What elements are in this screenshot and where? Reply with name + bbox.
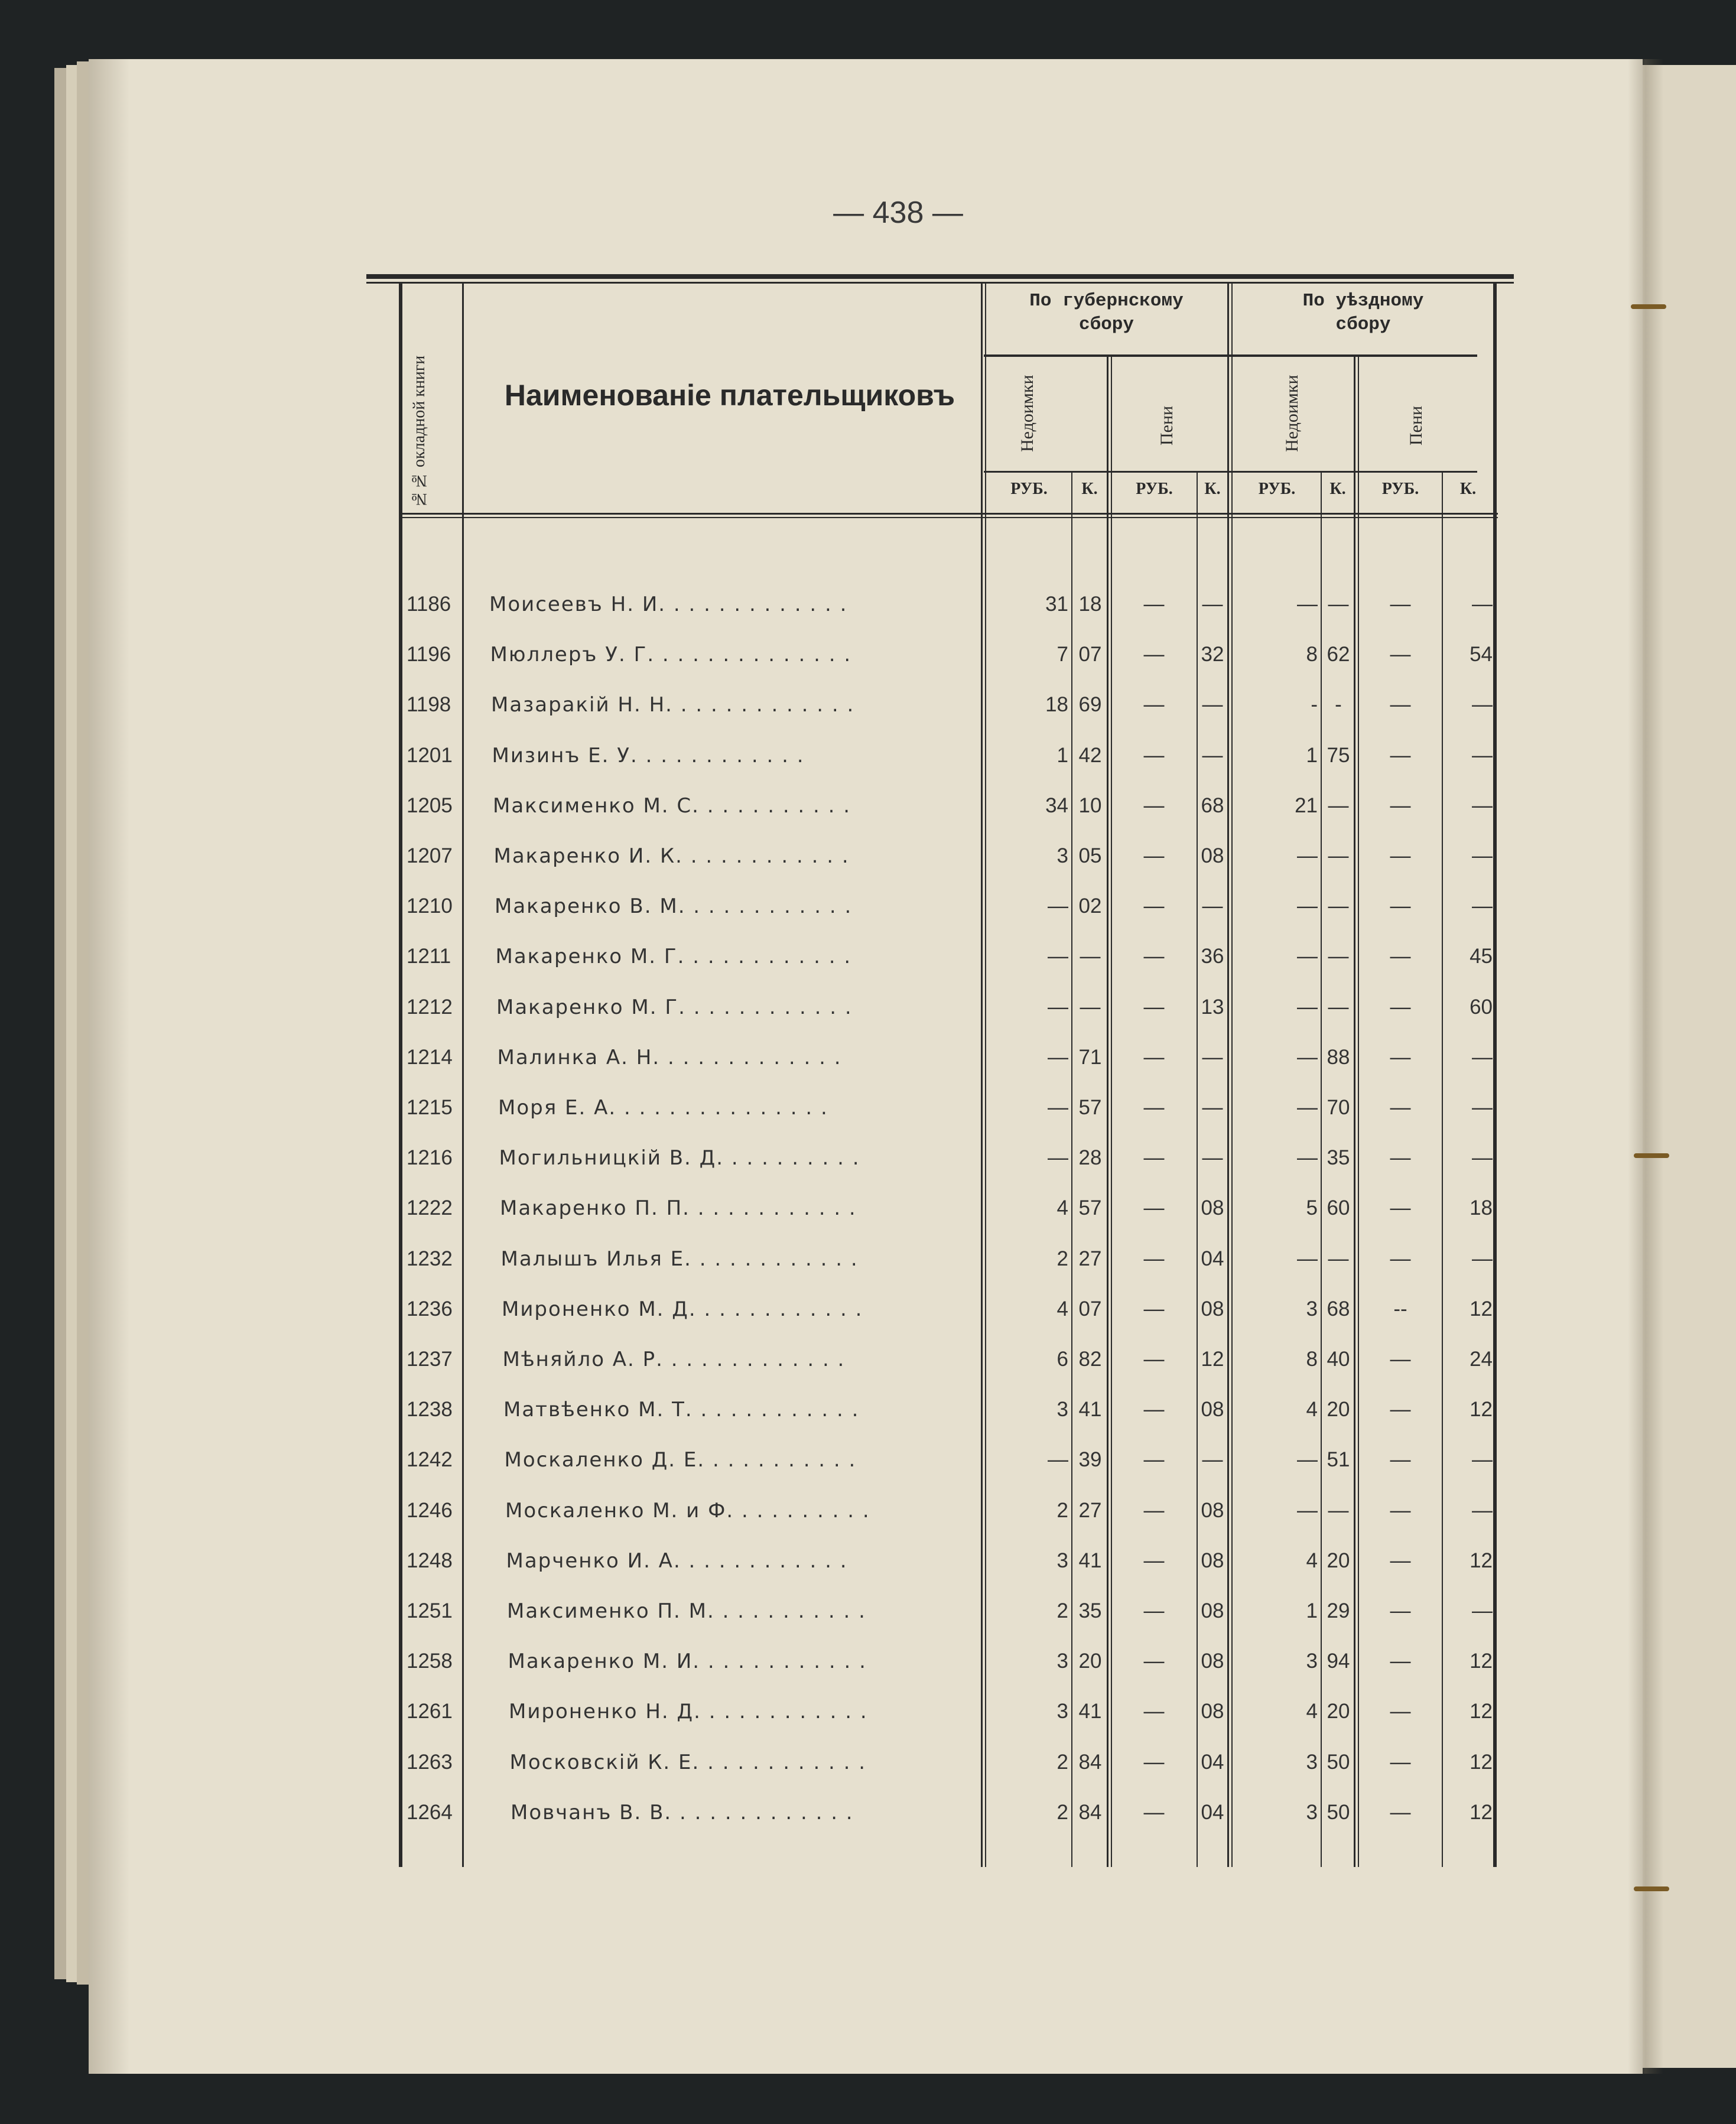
book-number-cell: 1238: [407, 1398, 453, 1422]
payer-name-cell: Макаренко В. М. . . . . . . . . . . .: [495, 895, 853, 919]
amount-cell: 2: [1056, 1247, 1068, 1270]
book-number-cell: 1196: [407, 643, 451, 666]
amount-cell: 1: [1056, 743, 1068, 767]
amount-cell: 3: [1056, 1549, 1068, 1572]
amount-cell: —: [1143, 1297, 1165, 1320]
amount-cell: —: [1143, 1599, 1165, 1622]
amount-cell: 60: [1470, 995, 1493, 1019]
amount-cell: -: [1311, 693, 1318, 717]
amount-cell: 3: [1306, 1650, 1318, 1673]
amount-cell: —: [1472, 844, 1493, 867]
amount-cell: 94: [1327, 1650, 1350, 1673]
amount-cell: 75: [1327, 743, 1350, 767]
amount-cell: 04: [1201, 1750, 1224, 1774]
amount-cell: —: [1143, 793, 1165, 817]
payer-name-cell: Мизинъ Е. У. . . . . . . . . . . .: [492, 743, 805, 767]
amount-cell: 04: [1201, 1247, 1224, 1270]
payer-name-cell: Марченко И. А. . . . . . . . . . . .: [506, 1549, 848, 1573]
amount-cell: —: [1328, 995, 1349, 1019]
amount-cell: —: [1390, 1750, 1411, 1774]
book-number-cell: 1216: [407, 1146, 453, 1170]
amount-cell: —: [1297, 945, 1318, 968]
amount-cell: —: [1202, 1146, 1223, 1170]
amount-cell: —: [1390, 1700, 1411, 1723]
amount-cell: —: [1390, 1096, 1411, 1119]
amount-cell: 20: [1327, 1700, 1350, 1723]
amount-cell: 08: [1201, 1398, 1224, 1422]
amount-cell: 08: [1201, 844, 1224, 867]
book-number-cell: 1198: [407, 693, 451, 717]
amount-cell: —: [1390, 1549, 1411, 1572]
amount-cell: —: [1390, 844, 1411, 867]
amount-cell: —: [1390, 1247, 1411, 1270]
amount-cell: —: [1472, 693, 1493, 717]
payer-name-cell: Моря Е. А. . . . . . . . . . . . . . .: [498, 1096, 828, 1120]
amount-cell: —: [1390, 895, 1411, 918]
amount-cell: —: [1143, 1096, 1165, 1119]
column-rule-group: [1227, 284, 1229, 1867]
payer-name-cell: Могильницкій В. Д. . . . . . . . . .: [499, 1146, 860, 1170]
amount-cell: 05: [1078, 844, 1102, 867]
book-number-header: №№ окладной книги: [410, 355, 428, 508]
column-rule-rub-kop: [1071, 473, 1072, 1867]
amount-cell: 84: [1078, 1800, 1102, 1824]
payer-name-cell: Малышъ Илья Е. . . . . . . . . . . .: [500, 1247, 859, 1271]
amount-cell: 41: [1078, 1549, 1102, 1572]
amount-cell: —: [1297, 1146, 1318, 1170]
amount-cell: 08: [1201, 1599, 1224, 1622]
payer-name-cell: Максименко П. М. . . . . . . . . . .: [507, 1599, 866, 1623]
amount-cell: 29: [1327, 1599, 1350, 1622]
amount-cell: 45: [1470, 945, 1493, 968]
amount-cell: 12: [1470, 1800, 1493, 1824]
amount-cell: —: [1390, 1498, 1411, 1522]
amount-cell: 12: [1470, 1700, 1493, 1723]
amount-cell: —: [1143, 643, 1165, 666]
amount-cell: 10: [1078, 793, 1102, 817]
payer-name-cell: Мироненко Н. Д. . . . . . . . . . . .: [509, 1700, 868, 1724]
amount-cell: 08: [1201, 1700, 1224, 1723]
amount-cell: 12: [1470, 1650, 1493, 1673]
amount-cell: 31: [1045, 593, 1068, 616]
payers-name-header: Наименованіе плательщиковъ: [504, 379, 955, 412]
amount-cell: 71: [1078, 1045, 1102, 1069]
page-shadow: [89, 59, 130, 2074]
payer-name-cell: Малинка А. Н. . . . . . . . . . . . .: [497, 1045, 842, 1069]
amount-cell: 40: [1327, 1348, 1350, 1371]
amount-cell: —: [1048, 1045, 1068, 1069]
amount-cell: 68: [1201, 793, 1224, 817]
amount-cell: —: [1328, 895, 1349, 918]
amount-cell: —: [1202, 1448, 1223, 1472]
amount-cell: —: [1143, 945, 1165, 968]
amount-cell: 50: [1327, 1800, 1350, 1824]
amount-cell: 27: [1078, 1247, 1102, 1270]
amount-cell: —: [1297, 593, 1318, 616]
amount-cell: 1: [1306, 743, 1318, 767]
payer-name-cell: Максименко М. С. . . . . . . . . . .: [493, 793, 851, 818]
amount-cell: 3: [1056, 844, 1068, 867]
amount-cell: 39: [1078, 1448, 1102, 1472]
column-rule-rub-kop: [1197, 473, 1198, 1867]
amount-cell: 12: [1470, 1398, 1493, 1422]
amount-cell: —: [1472, 743, 1493, 767]
column-rule-nedoimki-peni: [1354, 354, 1355, 1867]
column-rule-left: [399, 284, 402, 1867]
amount-cell: —: [1143, 1549, 1165, 1572]
amount-cell: 08: [1201, 1498, 1224, 1522]
amount-cell: —: [1472, 1247, 1493, 1270]
amount-cell: —: [1080, 945, 1101, 968]
amount-cell: 4: [1306, 1398, 1318, 1422]
amount-cell: —: [1328, 844, 1349, 867]
amount-cell: —: [1390, 945, 1411, 968]
amount-cell: —: [1390, 743, 1411, 767]
binding-thread-icon: [1634, 1153, 1669, 1158]
amount-cell: 4: [1306, 1700, 1318, 1723]
amount-cell: —: [1390, 1348, 1411, 1371]
group-header-rule: [984, 354, 1477, 357]
amount-cell: 34: [1045, 793, 1068, 817]
amount-cell: 24: [1470, 1348, 1493, 1371]
rub-unit: РУБ.: [1010, 480, 1048, 498]
amount-cell: --: [1393, 1297, 1407, 1320]
amount-cell: —: [1390, 643, 1411, 666]
payer-name-cell: Матвѣенко М. Т. . . . . . . . . . . .: [503, 1398, 860, 1422]
payer-name-cell: Макаренко И. К. . . . . . . . . . . .: [493, 844, 850, 868]
amount-cell: —: [1472, 895, 1493, 918]
table-top-rule: [366, 274, 1514, 279]
amount-cell: —: [1202, 1096, 1223, 1119]
payer-name-cell: Макаренко М. Г. . . . . . . . . . . .: [495, 945, 852, 969]
book-number-cell: 1215: [407, 1096, 453, 1119]
book-number-cell: 1232: [407, 1247, 453, 1270]
amount-cell: —: [1390, 1146, 1411, 1170]
amount-cell: —: [1297, 995, 1318, 1019]
amount-cell: 08: [1201, 1650, 1224, 1673]
amount-cell: 20: [1327, 1398, 1350, 1422]
amount-cell: —: [1143, 1800, 1165, 1824]
amount-cell: —: [1143, 1448, 1165, 1472]
amount-cell: —: [1472, 1599, 1493, 1622]
amount-cell: —: [1297, 1498, 1318, 1522]
amount-cell: —: [1328, 1498, 1349, 1522]
rub-unit: РУБ.: [1136, 480, 1173, 498]
amount-cell: —: [1143, 1348, 1165, 1371]
amount-cell: 68: [1327, 1297, 1350, 1320]
amount-cell: 8: [1306, 1348, 1318, 1371]
amount-cell: —: [1048, 1096, 1068, 1119]
amount-cell: 4: [1056, 1297, 1068, 1320]
amount-cell: 8: [1306, 643, 1318, 666]
book-number-cell: 1263: [407, 1750, 453, 1774]
subheader-rule: [984, 471, 1477, 473]
kop-unit: К.: [1459, 480, 1477, 498]
payer-name-cell: Моисеевъ Н. И. . . . . . . . . . . . .: [489, 593, 848, 616]
amount-cell: —: [1143, 895, 1165, 918]
amount-cell: 3: [1306, 1750, 1318, 1774]
book-number-cell: 1222: [407, 1196, 453, 1220]
gutter-shadow: [1628, 59, 1663, 2074]
amount-cell: —: [1390, 1196, 1411, 1220]
amount-cell: 2: [1056, 1498, 1068, 1522]
amount-cell: —: [1202, 743, 1223, 767]
amount-cell: —: [1328, 1247, 1349, 1270]
amount-cell: 07: [1078, 1297, 1102, 1320]
amount-cell: —: [1202, 895, 1223, 918]
amount-cell: —: [1143, 593, 1165, 616]
payer-name-cell: Москаленко М. и Ф. . . . . . . . . .: [505, 1498, 870, 1523]
payer-name-cell: Мюллеръ У. Г. . . . . . . . . . . . . .: [490, 643, 852, 667]
binding-thread-icon: [1634, 1886, 1669, 1891]
amount-cell: —: [1390, 1448, 1411, 1472]
payer-name-cell: Макаренко М. И. . . . . . . . . . . .: [508, 1650, 867, 1674]
peni-header: Пени: [1157, 405, 1176, 445]
amount-cell: —: [1202, 593, 1223, 616]
amount-cell: —: [1390, 1398, 1411, 1422]
book-number-cell: 1251: [407, 1599, 453, 1622]
amount-cell: —: [1472, 1045, 1493, 1069]
amount-cell: 20: [1078, 1650, 1102, 1673]
amount-cell: 2: [1056, 1800, 1068, 1824]
amount-cell: —: [1328, 593, 1349, 616]
amount-cell: —: [1472, 1096, 1493, 1119]
peni-header: Пени: [1406, 405, 1426, 445]
amount-cell: 42: [1078, 743, 1102, 767]
amount-cell: 36: [1201, 945, 1224, 968]
payer-name-cell: Макаренко М. Г. . . . . . . . . . . .: [496, 995, 853, 1019]
amount-cell: —: [1143, 1498, 1165, 1522]
book-number-cell: 1261: [407, 1700, 453, 1723]
amount-cell: 3: [1056, 1650, 1068, 1673]
amount-cell: 1: [1306, 1599, 1318, 1622]
amount-cell: —: [1472, 1498, 1493, 1522]
amount-cell: 18: [1078, 593, 1102, 616]
amount-cell: —: [1048, 1448, 1068, 1472]
amount-cell: 28: [1078, 1146, 1102, 1170]
column-rule-right: [1493, 284, 1497, 1867]
column-rule-group-thin: [1231, 284, 1233, 1867]
amount-cell: —: [1143, 693, 1165, 717]
amount-cell: —: [1297, 1247, 1318, 1270]
amount-cell: 32: [1201, 643, 1224, 666]
column-rule-rub-kop: [1321, 473, 1322, 1867]
amount-cell: 12: [1470, 1549, 1493, 1572]
amount-cell: 41: [1078, 1700, 1102, 1723]
amount-cell: 70: [1327, 1096, 1350, 1119]
amount-cell: —: [1143, 1045, 1165, 1069]
amount-cell: 12: [1470, 1297, 1493, 1320]
amount-cell: —: [1390, 1599, 1411, 1622]
amount-cell: —: [1143, 743, 1165, 767]
amount-cell: 3: [1056, 1700, 1068, 1723]
amount-cell: —: [1328, 793, 1349, 817]
amount-cell: 88: [1327, 1045, 1350, 1069]
payer-name-cell: Макаренко П. П. . . . . . . . . . . .: [500, 1196, 857, 1221]
payer-name-cell: Москаленко Д. Е. . . . . . . . . . .: [504, 1448, 857, 1472]
amount-cell: 4: [1056, 1196, 1068, 1220]
payer-name-cell: Мироненко М. Д. . . . . . . . . . . .: [502, 1297, 863, 1321]
amount-cell: —: [1390, 793, 1411, 817]
amount-cell: —: [1297, 895, 1318, 918]
amount-cell: —: [1390, 1800, 1411, 1824]
amount-cell: 07: [1078, 643, 1102, 666]
page-number: — 438 —: [833, 196, 963, 230]
book-number-cell: 1248: [407, 1549, 453, 1572]
amount-cell: 08: [1201, 1549, 1224, 1572]
column-rule-book: [462, 284, 464, 1867]
amount-cell: —: [1080, 995, 1101, 1019]
amount-cell: 50: [1327, 1750, 1350, 1774]
amount-cell: 08: [1201, 1196, 1224, 1220]
amount-cell: 18: [1045, 693, 1068, 717]
uezd-fee-header: По уѣздному сбору: [1302, 291, 1424, 335]
book-number-cell: 1201: [407, 743, 453, 767]
rub-unit: РУБ.: [1381, 480, 1419, 498]
book-number-cell: 1258: [407, 1650, 453, 1673]
amount-cell: —: [1472, 1448, 1493, 1472]
payer-name-cell: Мовчанъ В. В. . . . . . . . . . . . .: [511, 1800, 854, 1824]
amount-cell: 12: [1470, 1750, 1493, 1774]
book-number-cell: 1242: [407, 1448, 453, 1472]
amount-cell: —: [1143, 1700, 1165, 1723]
amount-cell: 12: [1201, 1348, 1224, 1371]
amount-cell: —: [1328, 945, 1349, 968]
binding-thread-icon: [1631, 304, 1666, 309]
amount-cell: —: [1202, 693, 1223, 717]
amount-cell: —: [1048, 995, 1068, 1019]
book-number-cell: 1246: [407, 1498, 453, 1522]
amount-cell: 35: [1078, 1599, 1102, 1622]
header-bottom-rule-thin: [399, 517, 1498, 518]
amount-cell: 60: [1327, 1196, 1350, 1220]
amount-cell: 08: [1201, 1297, 1224, 1320]
column-rule-nedoimki-peni-thin: [1358, 354, 1359, 1867]
book-number-cell: 1237: [407, 1348, 453, 1371]
amount-cell: 69: [1078, 693, 1102, 717]
amount-cell: —: [1390, 693, 1411, 717]
payer-name-cell: Московскій К. Е. . . . . . . . . . . .: [509, 1750, 867, 1774]
payer-name-cell: Мѣняйло А. Р. . . . . . . . . . . . .: [502, 1348, 846, 1371]
rub-unit: РУБ.: [1258, 480, 1296, 498]
amount-cell: —: [1143, 1750, 1165, 1774]
amount-cell: —: [1143, 1196, 1165, 1220]
amount-cell: 5: [1306, 1196, 1318, 1220]
book-number-cell: 1264: [407, 1800, 453, 1824]
payer-name-cell: Мазаракій Н. Н. . . . . . . . . . . . .: [491, 693, 855, 717]
book-number-cell: 1211: [407, 945, 451, 968]
amount-cell: —: [1143, 995, 1165, 1019]
amount-cell: —: [1472, 1146, 1493, 1170]
amount-cell: 57: [1078, 1096, 1102, 1119]
amount-cell: —: [1143, 1650, 1165, 1673]
amount-cell: —: [1048, 1146, 1068, 1170]
amount-cell: 2: [1056, 1750, 1068, 1774]
amount-cell: 62: [1327, 643, 1350, 666]
book-number-cell: 1207: [407, 844, 453, 867]
amount-cell: —: [1472, 793, 1493, 817]
book-number-cell: 1210: [407, 895, 453, 918]
kop-unit: К.: [1081, 480, 1098, 498]
amount-cell: —: [1390, 593, 1411, 616]
amount-cell: 04: [1201, 1800, 1224, 1824]
amount-cell: 3: [1306, 1297, 1318, 1320]
amount-cell: —: [1202, 1045, 1223, 1069]
amount-cell: —: [1297, 1448, 1318, 1472]
kop-unit: К.: [1329, 480, 1346, 498]
kop-unit: К.: [1204, 480, 1221, 498]
amount-cell: 18: [1470, 1196, 1493, 1220]
amount-cell: —: [1297, 1096, 1318, 1119]
amount-cell: 54: [1470, 643, 1493, 666]
amount-cell: —: [1472, 593, 1493, 616]
amount-cell: -: [1335, 693, 1342, 717]
amount-cell: —: [1048, 895, 1068, 918]
column-rule-nedoimki-peni-thin: [1111, 354, 1112, 1867]
amount-cell: 57: [1078, 1196, 1102, 1220]
amount-cell: 6: [1056, 1348, 1068, 1371]
amount-cell: 82: [1078, 1348, 1102, 1371]
amount-cell: 3: [1056, 1398, 1068, 1422]
nedoimki-header: Недоимки: [1282, 375, 1302, 453]
gubernia-fee-header: По губернскому сбору: [1029, 291, 1184, 335]
amount-cell: 51: [1327, 1448, 1350, 1472]
book-number-cell: 1205: [407, 793, 453, 817]
amount-cell: 7: [1056, 643, 1068, 666]
amount-cell: 41: [1078, 1398, 1102, 1422]
amount-cell: 84: [1078, 1750, 1102, 1774]
amount-cell: 13: [1201, 995, 1224, 1019]
amount-cell: 35: [1327, 1146, 1350, 1170]
header-bottom-rule: [399, 513, 1498, 515]
amount-cell: 02: [1078, 895, 1102, 918]
book-number-cell: 1214: [407, 1045, 453, 1069]
column-rule-rub-kop: [1442, 473, 1443, 1867]
amount-cell: 27: [1078, 1498, 1102, 1522]
amount-cell: —: [1143, 844, 1165, 867]
nedoimki-header: Недоимки: [1017, 375, 1037, 453]
amount-cell: —: [1143, 1247, 1165, 1270]
amount-cell: 20: [1327, 1549, 1350, 1572]
amount-cell: —: [1143, 1398, 1165, 1422]
amount-cell: 21: [1295, 793, 1318, 817]
amount-cell: 3: [1306, 1800, 1318, 1824]
amount-cell: —: [1390, 995, 1411, 1019]
amount-cell: 4: [1306, 1549, 1318, 1572]
amount-cell: —: [1048, 945, 1068, 968]
book-number-cell: 1186: [407, 593, 451, 616]
amount-cell: —: [1143, 1146, 1165, 1170]
table-top-rule-thin: [366, 282, 1514, 284]
amount-cell: —: [1390, 1650, 1411, 1673]
amount-cell: —: [1390, 1045, 1411, 1069]
column-rule-nedoimki-peni: [1107, 354, 1108, 1867]
book-number-cell: 1236: [407, 1297, 453, 1320]
amount-cell: —: [1297, 844, 1318, 867]
amount-cell: —: [1297, 1045, 1318, 1069]
book-number-cell: 1212: [407, 995, 453, 1019]
amount-cell: 2: [1056, 1599, 1068, 1622]
